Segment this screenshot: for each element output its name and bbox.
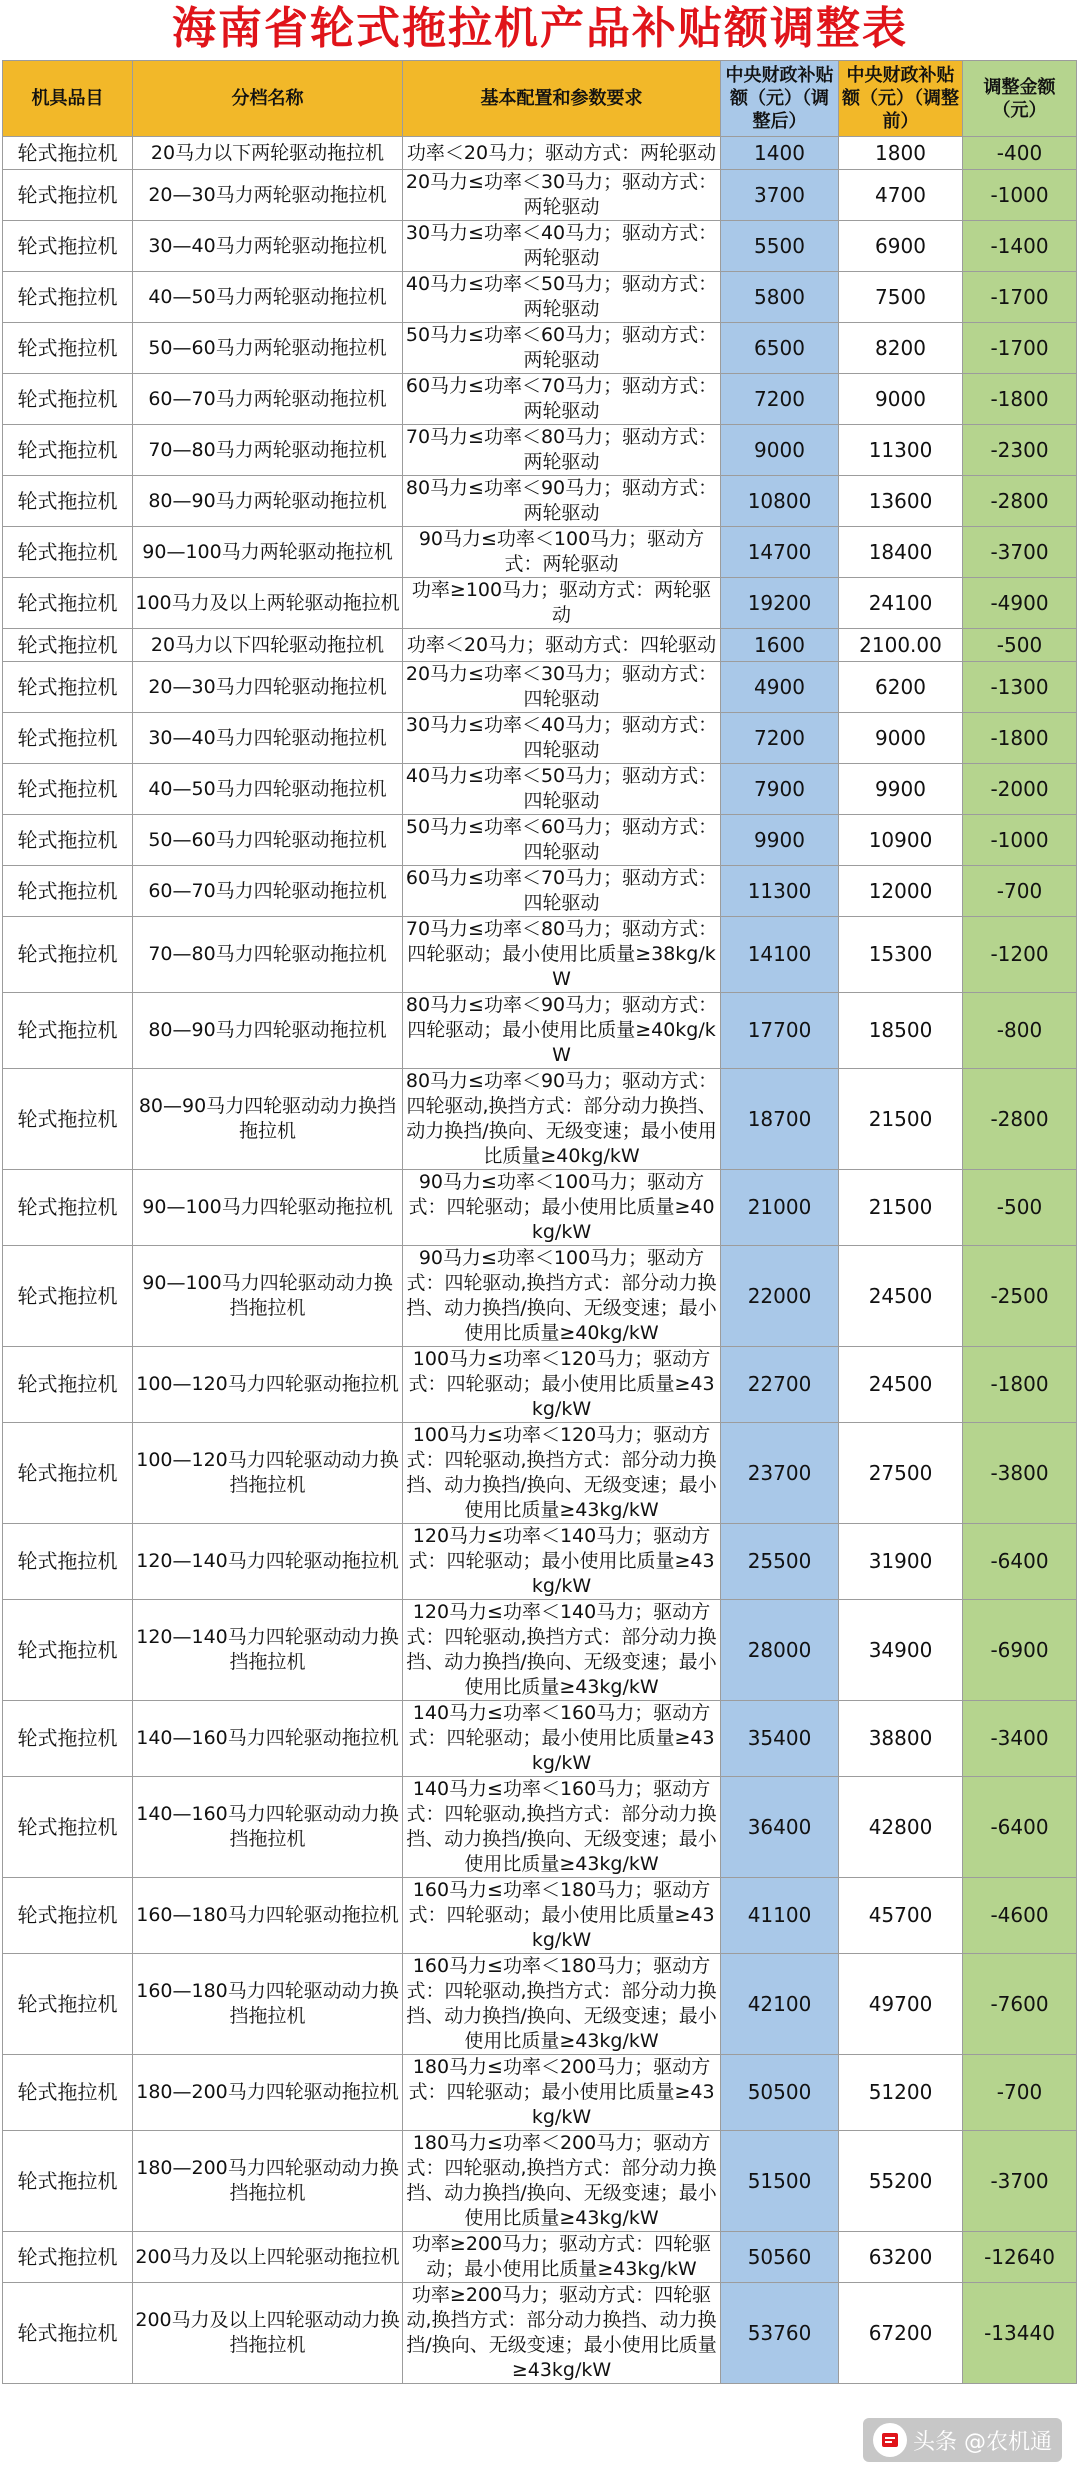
table-body bbox=[3, 137, 1077, 2384]
table-row bbox=[3, 2055, 1077, 2131]
cell-name: 20—30马力四轮驱动拖拉机 bbox=[133, 662, 403, 713]
cell-adjust: -700 bbox=[963, 2055, 1077, 2131]
cell-spec: 功率＜20马力；驱动方式：四轮驱动 bbox=[403, 629, 721, 662]
cell-item: 轮式拖拉机 bbox=[3, 1777, 133, 1878]
header-item: 机具品目 bbox=[3, 61, 133, 137]
cell-name: 70—80马力两轮驱动拖拉机 bbox=[133, 425, 403, 476]
cell-before: 11300 bbox=[839, 425, 963, 476]
cell-spec: 功率≥100马力；驱动方式：两轮驱动 bbox=[403, 578, 721, 629]
cell-before: 24500 bbox=[839, 1347, 963, 1423]
cell-name: 80—90马力两轮驱动拖拉机 bbox=[133, 476, 403, 527]
cell-before: 18400 bbox=[839, 527, 963, 578]
table-row bbox=[3, 1701, 1077, 1777]
cell-spec: 100马力≤功率＜120马力；驱动方式：四轮驱动,换挡方式：部分动力换挡、动力换挡/换向、无级变速；最小使用比质量≥43kg/kW bbox=[403, 1423, 721, 1524]
cell-before: 42800 bbox=[839, 1777, 963, 1878]
header-after: 中央财政补贴额（元）（调整后） bbox=[721, 61, 839, 137]
cell-name: 50—60马力两轮驱动拖拉机 bbox=[133, 323, 403, 374]
cell-spec: 30马力≤功率＜40马力；驱动方式：四轮驱动 bbox=[403, 713, 721, 764]
cell-after: 25500 bbox=[721, 1524, 839, 1600]
cell-item: 轮式拖拉机 bbox=[3, 1600, 133, 1701]
cell-item: 轮式拖拉机 bbox=[3, 323, 133, 374]
cell-before: 2100.00 bbox=[839, 629, 963, 662]
cell-after: 1400 bbox=[721, 137, 839, 170]
cell-name: 200马力及以上四轮驱动拖拉机 bbox=[133, 2232, 403, 2283]
cell-item: 轮式拖拉机 bbox=[3, 2232, 133, 2283]
cell-name: 90—100马力四轮驱动动力换挡拖拉机 bbox=[133, 1246, 403, 1347]
cell-item: 轮式拖拉机 bbox=[3, 1069, 133, 1170]
cell-name: 20马力以下两轮驱动拖拉机 bbox=[133, 137, 403, 170]
cell-before: 21500 bbox=[839, 1170, 963, 1246]
cell-spec: 140马力≤功率＜160马力；驱动方式：四轮驱动,换挡方式：部分动力换挡、动力换挡/换向、无级变速；最小使用比质量≥43kg/kW bbox=[403, 1777, 721, 1878]
cell-adjust: -1300 bbox=[963, 662, 1077, 713]
cell-after: 35400 bbox=[721, 1701, 839, 1777]
cell-after: 42100 bbox=[721, 1954, 839, 2055]
cell-before: 9900 bbox=[839, 764, 963, 815]
cell-spec: 50马力≤功率＜60马力；驱动方式：两轮驱动 bbox=[403, 323, 721, 374]
cell-name: 20—30马力两轮驱动拖拉机 bbox=[133, 170, 403, 221]
cell-after: 3700 bbox=[721, 170, 839, 221]
cell-name: 60—70马力两轮驱动拖拉机 bbox=[133, 374, 403, 425]
cell-spec: 120马力≤功率＜140马力；驱动方式：四轮驱动,换挡方式：部分动力换挡、动力换挡/换向、无级变速；最小使用比质量≥43kg/kW bbox=[403, 1600, 721, 1701]
watermark-text: 头条 @农机通 bbox=[913, 2429, 1052, 2455]
table-row bbox=[3, 1347, 1077, 1423]
cell-item: 轮式拖拉机 bbox=[3, 1878, 133, 1954]
cell-name: 200马力及以上四轮驱动动力换挡拖拉机 bbox=[133, 2283, 403, 2384]
cell-item: 轮式拖拉机 bbox=[3, 1423, 133, 1524]
cell-adjust: -2500 bbox=[963, 1246, 1077, 1347]
table-row bbox=[3, 917, 1077, 993]
cell-name: 40—50马力两轮驱动拖拉机 bbox=[133, 272, 403, 323]
cell-after: 9900 bbox=[721, 815, 839, 866]
cell-adjust: -1000 bbox=[963, 815, 1077, 866]
cell-name: 140—160马力四轮驱动拖拉机 bbox=[133, 1701, 403, 1777]
cell-name: 160—180马力四轮驱动动力换挡拖拉机 bbox=[133, 1954, 403, 2055]
cell-item: 轮式拖拉机 bbox=[3, 629, 133, 662]
cell-after: 22000 bbox=[721, 1246, 839, 1347]
cell-spec: 20马力≤功率＜30马力；驱动方式：四轮驱动 bbox=[403, 662, 721, 713]
cell-before: 67200 bbox=[839, 2283, 963, 2384]
cell-before: 10900 bbox=[839, 815, 963, 866]
cell-after: 51500 bbox=[721, 2131, 839, 2232]
cell-item: 轮式拖拉机 bbox=[3, 221, 133, 272]
cell-spec: 180马力≤功率＜200马力；驱动方式：四轮驱动；最小使用比质量≥43kg/kW bbox=[403, 2055, 721, 2131]
cell-adjust: -6400 bbox=[963, 1524, 1077, 1600]
cell-adjust: -1200 bbox=[963, 917, 1077, 993]
cell-name: 100—120马力四轮驱动拖拉机 bbox=[133, 1347, 403, 1423]
cell-after: 7200 bbox=[721, 713, 839, 764]
cell-item: 轮式拖拉机 bbox=[3, 527, 133, 578]
cell-spec: 30马力≤功率＜40马力；驱动方式：两轮驱动 bbox=[403, 221, 721, 272]
cell-item: 轮式拖拉机 bbox=[3, 272, 133, 323]
cell-item: 轮式拖拉机 bbox=[3, 1246, 133, 1347]
cell-after: 4900 bbox=[721, 662, 839, 713]
cell-after: 19200 bbox=[721, 578, 839, 629]
table-row bbox=[3, 476, 1077, 527]
table-row bbox=[3, 1600, 1077, 1701]
cell-item: 轮式拖拉机 bbox=[3, 2055, 133, 2131]
cell-adjust: -13440 bbox=[963, 2283, 1077, 2384]
cell-before: 7500 bbox=[839, 272, 963, 323]
cell-adjust: -700 bbox=[963, 866, 1077, 917]
cell-item: 轮式拖拉机 bbox=[3, 170, 133, 221]
cell-before: 31900 bbox=[839, 1524, 963, 1600]
cell-item: 轮式拖拉机 bbox=[3, 1170, 133, 1246]
cell-after: 53760 bbox=[721, 2283, 839, 2384]
cell-item: 轮式拖拉机 bbox=[3, 866, 133, 917]
cell-adjust: -3700 bbox=[963, 527, 1077, 578]
cell-after: 5500 bbox=[721, 221, 839, 272]
table-row bbox=[3, 1524, 1077, 1600]
cell-before: 4700 bbox=[839, 170, 963, 221]
cell-before: 45700 bbox=[839, 1878, 963, 1954]
cell-spec: 100马力≤功率＜120马力；驱动方式：四轮驱动；最小使用比质量≥43kg/kW bbox=[403, 1347, 721, 1423]
cell-item: 轮式拖拉机 bbox=[3, 137, 133, 170]
source-watermark bbox=[863, 2418, 1062, 2462]
cell-spec: 90马力≤功率＜100马力；驱动方式：两轮驱动 bbox=[403, 527, 721, 578]
cell-adjust: -2800 bbox=[963, 1069, 1077, 1170]
toutiao-logo-icon bbox=[873, 2423, 907, 2457]
cell-adjust: -2300 bbox=[963, 425, 1077, 476]
cell-before: 21500 bbox=[839, 1069, 963, 1170]
cell-before: 15300 bbox=[839, 917, 963, 993]
cell-adjust: -1700 bbox=[963, 272, 1077, 323]
cell-after: 50560 bbox=[721, 2232, 839, 2283]
cell-after: 28000 bbox=[721, 1600, 839, 1701]
table-row bbox=[3, 374, 1077, 425]
cell-name: 60—70马力四轮驱动拖拉机 bbox=[133, 866, 403, 917]
cell-name: 100马力及以上两轮驱动拖拉机 bbox=[133, 578, 403, 629]
table-row bbox=[3, 170, 1077, 221]
cell-before: 63200 bbox=[839, 2232, 963, 2283]
cell-spec: 20马力≤功率＜30马力；驱动方式：两轮驱动 bbox=[403, 170, 721, 221]
table-row bbox=[3, 713, 1077, 764]
cell-after: 9000 bbox=[721, 425, 839, 476]
cell-adjust: -12640 bbox=[963, 2232, 1077, 2283]
cell-spec: 160马力≤功率＜180马力；驱动方式：四轮驱动；最小使用比质量≥43kg/kW bbox=[403, 1878, 721, 1954]
table-row bbox=[3, 527, 1077, 578]
table-row bbox=[3, 993, 1077, 1069]
cell-spec: 80马力≤功率＜90马力；驱动方式：四轮驱动,换挡方式：部分动力换挡、动力换挡/换向、无级变速；最小使用比质量≥40kg/kW bbox=[403, 1069, 721, 1170]
table-row bbox=[3, 2232, 1077, 2283]
cell-item: 轮式拖拉机 bbox=[3, 2131, 133, 2232]
cell-after: 41100 bbox=[721, 1878, 839, 1954]
cell-before: 51200 bbox=[839, 2055, 963, 2131]
cell-spec: 90马力≤功率＜100马力；驱动方式：四轮驱动；最小使用比质量≥40kg/kW bbox=[403, 1170, 721, 1246]
header-spec: 基本配置和参数要求 bbox=[403, 61, 721, 137]
cell-before: 6900 bbox=[839, 221, 963, 272]
table-row bbox=[3, 1170, 1077, 1246]
cell-spec: 80马力≤功率＜90马力；驱动方式：两轮驱动 bbox=[403, 476, 721, 527]
table-row bbox=[3, 221, 1077, 272]
cell-after: 14100 bbox=[721, 917, 839, 993]
table-row bbox=[3, 764, 1077, 815]
cell-spec: 40马力≤功率＜50马力；驱动方式：四轮驱动 bbox=[403, 764, 721, 815]
cell-spec: 140马力≤功率＜160马力；驱动方式：四轮驱动；最小使用比质量≥43kg/kW bbox=[403, 1701, 721, 1777]
cell-adjust: -4600 bbox=[963, 1878, 1077, 1954]
cell-item: 轮式拖拉机 bbox=[3, 1954, 133, 2055]
cell-item: 轮式拖拉机 bbox=[3, 917, 133, 993]
table-row bbox=[3, 578, 1077, 629]
cell-adjust: -1800 bbox=[963, 1347, 1077, 1423]
subsidy-table bbox=[2, 60, 1077, 2384]
cell-before: 24500 bbox=[839, 1246, 963, 1347]
cell-name: 180—200马力四轮驱动动力换挡拖拉机 bbox=[133, 2131, 403, 2232]
cell-spec: 功率≥200马力；驱动方式：四轮驱动；最小使用比质量≥43kg/kW bbox=[403, 2232, 721, 2283]
cell-name: 90—100马力两轮驱动拖拉机 bbox=[133, 527, 403, 578]
cell-before: 49700 bbox=[839, 1954, 963, 2055]
header-name: 分档名称 bbox=[133, 61, 403, 137]
cell-item: 轮式拖拉机 bbox=[3, 993, 133, 1069]
cell-item: 轮式拖拉机 bbox=[3, 425, 133, 476]
cell-name: 160—180马力四轮驱动拖拉机 bbox=[133, 1878, 403, 1954]
cell-adjust: -500 bbox=[963, 629, 1077, 662]
cell-name: 140—160马力四轮驱动动力换挡拖拉机 bbox=[133, 1777, 403, 1878]
cell-item: 轮式拖拉机 bbox=[3, 815, 133, 866]
cell-spec: 90马力≤功率＜100马力；驱动方式：四轮驱动,换挡方式：部分动力换挡、动力换挡/换向、无级变速；最小使用比质量≥40kg/kW bbox=[403, 1246, 721, 1347]
cell-spec: 60马力≤功率＜70马力；驱动方式：两轮驱动 bbox=[403, 374, 721, 425]
cell-adjust: -4900 bbox=[963, 578, 1077, 629]
cell-adjust: -800 bbox=[963, 993, 1077, 1069]
table-row bbox=[3, 272, 1077, 323]
cell-adjust: -1700 bbox=[963, 323, 1077, 374]
cell-item: 轮式拖拉机 bbox=[3, 1524, 133, 1600]
cell-before: 34900 bbox=[839, 1600, 963, 1701]
table-row bbox=[3, 1423, 1077, 1524]
cell-name: 20马力以下四轮驱动拖拉机 bbox=[133, 629, 403, 662]
header-adjust: 调整金额（元） bbox=[963, 61, 1077, 137]
cell-item: 轮式拖拉机 bbox=[3, 578, 133, 629]
cell-before: 9000 bbox=[839, 374, 963, 425]
table-row bbox=[3, 2131, 1077, 2232]
cell-name: 120—140马力四轮驱动拖拉机 bbox=[133, 1524, 403, 1600]
cell-name: 70—80马力四轮驱动拖拉机 bbox=[133, 917, 403, 993]
cell-after: 11300 bbox=[721, 866, 839, 917]
table-row bbox=[3, 1777, 1077, 1878]
cell-before: 18500 bbox=[839, 993, 963, 1069]
cell-spec: 功率＜20马力；驱动方式：两轮驱动 bbox=[403, 137, 721, 170]
cell-adjust: -500 bbox=[963, 1170, 1077, 1246]
table-row bbox=[3, 1246, 1077, 1347]
table-row bbox=[3, 137, 1077, 170]
cell-after: 14700 bbox=[721, 527, 839, 578]
cell-spec: 40马力≤功率＜50马力；驱动方式：两轮驱动 bbox=[403, 272, 721, 323]
cell-spec: 功率≥200马力；驱动方式：四轮驱动,换挡方式：部分动力换挡、动力换挡/换向、无级变速；最小使用比质量≥43kg/kW bbox=[403, 2283, 721, 2384]
cell-item: 轮式拖拉机 bbox=[3, 476, 133, 527]
cell-adjust: -1800 bbox=[963, 713, 1077, 764]
cell-after: 7200 bbox=[721, 374, 839, 425]
page-title: 海南省轮式拖拉机产品补贴额调整表 bbox=[172, 3, 908, 54]
table-row bbox=[3, 323, 1077, 374]
cell-after: 17700 bbox=[721, 993, 839, 1069]
cell-before: 6200 bbox=[839, 662, 963, 713]
cell-adjust: -3800 bbox=[963, 1423, 1077, 1524]
cell-adjust: -1800 bbox=[963, 374, 1077, 425]
table-row bbox=[3, 1878, 1077, 1954]
cell-name: 80—90马力四轮驱动拖拉机 bbox=[133, 993, 403, 1069]
cell-after: 10800 bbox=[721, 476, 839, 527]
cell-adjust: -1400 bbox=[963, 221, 1077, 272]
cell-item: 轮式拖拉机 bbox=[3, 1347, 133, 1423]
cell-before: 8200 bbox=[839, 323, 963, 374]
cell-before: 9000 bbox=[839, 713, 963, 764]
cell-spec: 60马力≤功率＜70马力；驱动方式：四轮驱动 bbox=[403, 866, 721, 917]
cell-spec: 120马力≤功率＜140马力；驱动方式：四轮驱动；最小使用比质量≥43kg/kW bbox=[403, 1524, 721, 1600]
cell-before: 1800 bbox=[839, 137, 963, 170]
table-row bbox=[3, 815, 1077, 866]
cell-spec: 70马力≤功率＜80马力；驱动方式：四轮驱动；最小使用比质量≥38kg/kW bbox=[403, 917, 721, 993]
cell-after: 23700 bbox=[721, 1423, 839, 1524]
cell-spec: 180马力≤功率＜200马力；驱动方式：四轮驱动,换挡方式：部分动力换挡、动力换挡/换向、无级变速；最小使用比质量≥43kg/kW bbox=[403, 2131, 721, 2232]
cell-before: 13600 bbox=[839, 476, 963, 527]
cell-adjust: -7600 bbox=[963, 1954, 1077, 2055]
cell-after: 22700 bbox=[721, 1347, 839, 1423]
cell-name: 30—40马力两轮驱动拖拉机 bbox=[133, 221, 403, 272]
cell-after: 5800 bbox=[721, 272, 839, 323]
cell-before: 24100 bbox=[839, 578, 963, 629]
cell-name: 50—60马力四轮驱动拖拉机 bbox=[133, 815, 403, 866]
cell-adjust: -400 bbox=[963, 137, 1077, 170]
table-row bbox=[3, 1069, 1077, 1170]
cell-adjust: -2800 bbox=[963, 476, 1077, 527]
cell-before: 12000 bbox=[839, 866, 963, 917]
cell-after: 1600 bbox=[721, 629, 839, 662]
cell-name: 40—50马力四轮驱动拖拉机 bbox=[133, 764, 403, 815]
cell-name: 120—140马力四轮驱动动力换挡拖拉机 bbox=[133, 1600, 403, 1701]
cell-after: 36400 bbox=[721, 1777, 839, 1878]
cell-after: 21000 bbox=[721, 1170, 839, 1246]
cell-item: 轮式拖拉机 bbox=[3, 764, 133, 815]
cell-item: 轮式拖拉机 bbox=[3, 1701, 133, 1777]
cell-name: 30—40马力四轮驱动拖拉机 bbox=[133, 713, 403, 764]
table-row bbox=[3, 866, 1077, 917]
table-row bbox=[3, 662, 1077, 713]
cell-adjust: -3400 bbox=[963, 1701, 1077, 1777]
cell-before: 38800 bbox=[839, 1701, 963, 1777]
cell-adjust: -1000 bbox=[963, 170, 1077, 221]
header-row bbox=[3, 61, 1077, 137]
header-before: 中央财政补贴额（元）（调整前） bbox=[839, 61, 963, 137]
cell-before: 55200 bbox=[839, 2131, 963, 2232]
cell-spec: 160马力≤功率＜180马力；驱动方式：四轮驱动,换挡方式：部分动力换挡、动力换挡/换向、无级变速；最小使用比质量≥43kg/kW bbox=[403, 1954, 721, 2055]
cell-adjust: -6400 bbox=[963, 1777, 1077, 1878]
table-row bbox=[3, 1954, 1077, 2055]
cell-before: 27500 bbox=[839, 1423, 963, 1524]
cell-item: 轮式拖拉机 bbox=[3, 713, 133, 764]
cell-name: 100—120马力四轮驱动动力换挡拖拉机 bbox=[133, 1423, 403, 1524]
cell-item: 轮式拖拉机 bbox=[3, 2283, 133, 2384]
cell-name: 80—90马力四轮驱动动力换挡拖拉机 bbox=[133, 1069, 403, 1170]
cell-spec: 80马力≤功率＜90马力；驱动方式：四轮驱动；最小使用比质量≥40kg/kW bbox=[403, 993, 721, 1069]
table-row bbox=[3, 629, 1077, 662]
cell-name: 180—200马力四轮驱动拖拉机 bbox=[133, 2055, 403, 2131]
cell-adjust: -3700 bbox=[963, 2131, 1077, 2232]
cell-after: 50500 bbox=[721, 2055, 839, 2131]
cell-after: 18700 bbox=[721, 1069, 839, 1170]
table-row bbox=[3, 425, 1077, 476]
cell-adjust: -2000 bbox=[963, 764, 1077, 815]
cell-after: 7900 bbox=[721, 764, 839, 815]
cell-spec: 70马力≤功率＜80马力；驱动方式：两轮驱动 bbox=[403, 425, 721, 476]
cell-item: 轮式拖拉机 bbox=[3, 662, 133, 713]
cell-name: 90—100马力四轮驱动拖拉机 bbox=[133, 1170, 403, 1246]
cell-adjust: -6900 bbox=[963, 1600, 1077, 1701]
cell-spec: 50马力≤功率＜60马力；驱动方式：四轮驱动 bbox=[403, 815, 721, 866]
cell-item: 轮式拖拉机 bbox=[3, 374, 133, 425]
table-row bbox=[3, 2283, 1077, 2384]
cell-after: 6500 bbox=[721, 323, 839, 374]
